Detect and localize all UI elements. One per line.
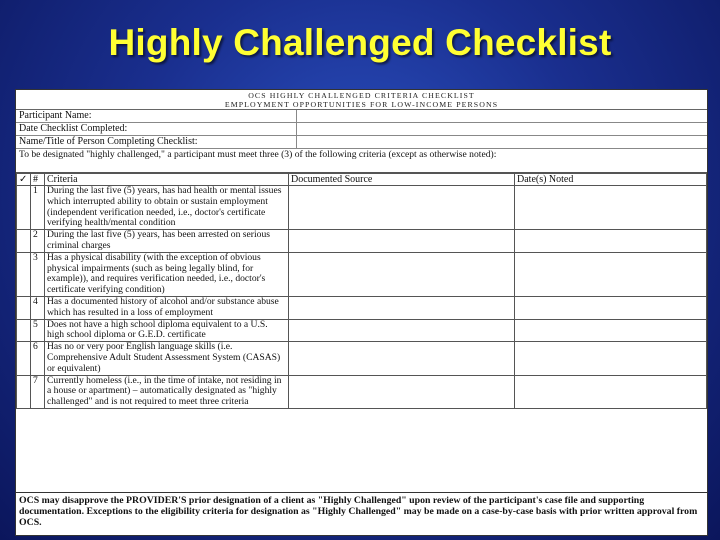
dates-cell[interactable] xyxy=(515,375,707,408)
criteria-number: 6 xyxy=(31,342,45,375)
date-completed-row xyxy=(16,123,707,136)
slide-title: Highly Challenged Checklist xyxy=(108,22,612,63)
check-cell[interactable] xyxy=(17,319,31,342)
designation-text: To be designated "highly challenged," a participant must meet three (3) of the following criteria (except as otherwise noted): xyxy=(16,149,707,173)
footer-note: OCS may disapprove the PROVIDER'S prior designation of a client as "Highly Challenged" upon review of the participant's case file and supporting documentation. Exceptions to the eligibility criteria for designation as "Highly Challenged" may be made on a case-by-case basis with prior written approval from OCS. xyxy=(16,492,707,535)
source-cell[interactable] xyxy=(289,186,515,230)
dates-cell[interactable] xyxy=(515,186,707,230)
criteria-row xyxy=(17,375,707,408)
check-cell[interactable] xyxy=(17,375,31,408)
check-cell[interactable] xyxy=(17,252,31,296)
source-cell[interactable] xyxy=(289,319,515,342)
criteria-text: Has a documented history of alcohol and/or substance abuse which has resulted in a loss of employment xyxy=(45,296,289,319)
number-column-header: # xyxy=(31,174,45,186)
document-heading xyxy=(16,90,707,110)
source-cell[interactable] xyxy=(289,252,515,296)
dates-column-header: Date(s) Noted xyxy=(515,174,707,186)
dates-cell[interactable] xyxy=(515,296,707,319)
participant-name-row xyxy=(16,110,707,123)
criteria-text: Does not have a high school diploma equivalent to a U.S. high school diploma or G.E.D. certificate xyxy=(45,319,289,342)
dates-cell[interactable] xyxy=(515,319,707,342)
criteria-number: 1 xyxy=(31,186,45,230)
criteria-row xyxy=(17,319,707,342)
check-cell[interactable] xyxy=(17,186,31,230)
criteria-text: Has a physical disability (with the exception of obvious physical impairments (such as being legally blind, for example)), and requires verification needed, i.e., doctor's certificate verifying condition) xyxy=(45,252,289,296)
source-cell[interactable] xyxy=(289,342,515,375)
criteria-number: 4 xyxy=(31,296,45,319)
heading-line-1: OCS HIGHLY CHALLENGED CRITERIA CHECKLIST xyxy=(248,91,475,100)
checklist-document xyxy=(15,89,708,536)
participant-name-label: Participant Name: xyxy=(19,110,92,121)
criteria-row xyxy=(17,252,707,296)
criteria-header-row xyxy=(17,174,707,186)
criteria-column-header: Criteria xyxy=(45,174,289,186)
dates-cell[interactable] xyxy=(515,230,707,253)
dates-cell[interactable] xyxy=(515,342,707,375)
criteria-row xyxy=(17,342,707,375)
criteria-text: Currently homeless (i.e., in the time of intake, not residing in a house or apartment) – automatically designated as "highly challenged" and is not required to meet three criteria xyxy=(45,375,289,408)
person-completing-label: Name/Title of Person Completing Checklist: xyxy=(19,136,198,147)
criteria-row xyxy=(17,296,707,319)
criteria-table xyxy=(16,173,707,409)
criteria-number: 3 xyxy=(31,252,45,296)
criteria-text: During the last five (5) years, has been arrested on serious criminal charges xyxy=(45,230,289,253)
criteria-number: 2 xyxy=(31,230,45,253)
check-cell[interactable] xyxy=(17,230,31,253)
source-cell[interactable] xyxy=(289,375,515,408)
date-completed-label: Date Checklist Completed: xyxy=(19,123,128,134)
source-cell[interactable] xyxy=(289,230,515,253)
person-completing-row xyxy=(16,136,707,149)
criteria-text: During the last five (5) years, has had health or mental issues which interrupted ability to obtain or sustain employment (independent verification needed, i.e., doctor's certificate verifying health/mental condition xyxy=(45,186,289,230)
criteria-row xyxy=(17,186,707,230)
source-cell[interactable] xyxy=(289,296,515,319)
source-column-header: Documented Source xyxy=(289,174,515,186)
check-column-header: ✓ xyxy=(17,174,31,186)
criteria-number: 7 xyxy=(31,375,45,408)
criteria-number: 5 xyxy=(31,319,45,342)
check-cell[interactable] xyxy=(17,296,31,319)
criteria-text: Has no or very poor English language skills (i.e. Comprehensive Adult Student Assessment System (CASAS) or equivalent) xyxy=(45,342,289,375)
heading-line-2: EMPLOYMENT OPPORTUNITIES FOR LOW-INCOME PERSONS xyxy=(224,100,499,109)
criteria-row xyxy=(17,230,707,253)
dates-cell[interactable] xyxy=(515,252,707,296)
check-cell[interactable] xyxy=(17,342,31,375)
